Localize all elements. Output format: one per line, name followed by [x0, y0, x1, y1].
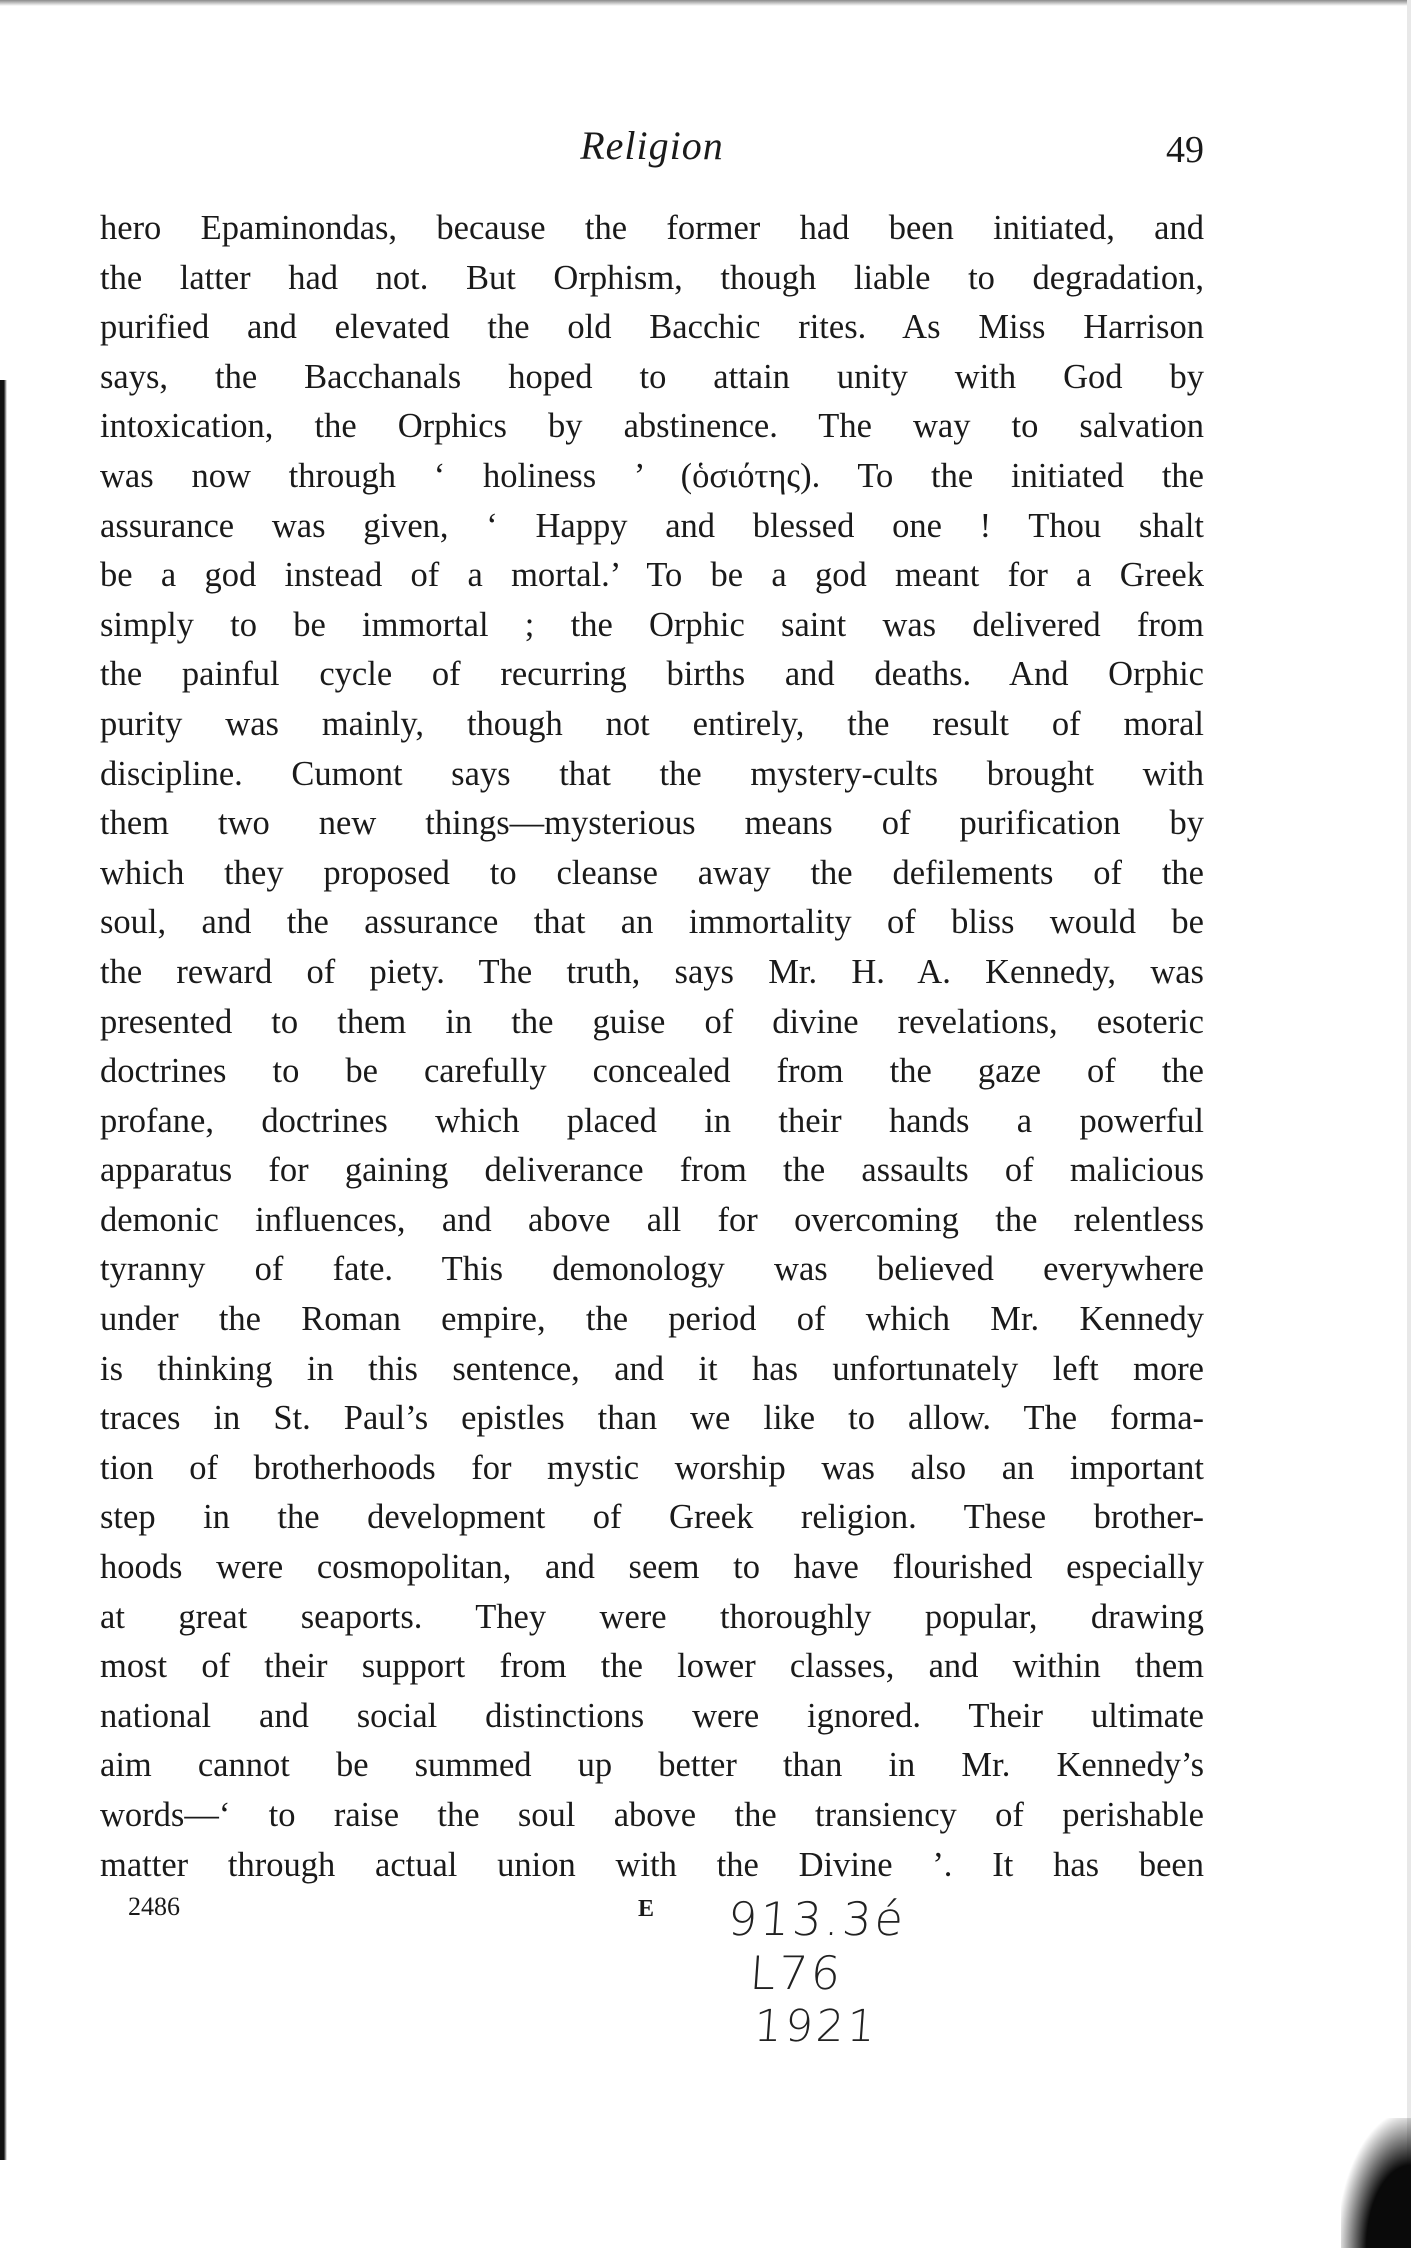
text-line: words—‘ to raise the soul above the transiency of perishable — [100, 1796, 1204, 1834]
text-line: apparatus for gaining deliverance from the assaults of malicious — [100, 1151, 1204, 1190]
text-line: tion of brotherhoods for mystic worship was also an important — [100, 1448, 1204, 1487]
scan-left-edge — [0, 380, 7, 2160]
text-line: discipline. Cumont says that the mystery-cults brought with — [100, 754, 1204, 793]
text-line: demonic influences, and above all for overcoming the relentless — [100, 1200, 1204, 1239]
text-line: the latter had not. But Orphism, though liable to degradation, — [100, 258, 1204, 297]
text-line: presented to them in the guise of divine revelations, esoteric — [100, 1002, 1204, 1041]
text-line: them two new things—mysterious means of purification by — [100, 804, 1204, 843]
scan-right-edge — [1407, 0, 1411, 2248]
page-footer — [100, 1892, 1204, 2112]
text-line: national and social distinctions were ignored. Their ultimate — [100, 1696, 1204, 1735]
call-number-line: L76 — [748, 1946, 846, 2000]
scan-top-edge — [0, 0, 1411, 6]
handwritten-call-number — [728, 1892, 906, 2054]
text-line: purified and elevated the old Bacchic rites. As Miss Harrison — [100, 308, 1204, 347]
call-number-line: 913.3é — [726, 1892, 908, 1946]
scan-corner-shadow — [1341, 2118, 1411, 2248]
text-line: profane, doctrines which placed in their hands a powerful — [100, 1101, 1204, 1140]
text-line: the painful cycle of recurring births and deaths. And Orphic — [100, 655, 1204, 694]
text-line: the reward of piety. The truth, says Mr. H. A. Kennedy, was — [100, 952, 1204, 991]
text-line: which they proposed to cleanse away the defilements of the — [100, 853, 1204, 892]
text-line: assurance was given, ‘ Happy and blessed one ! Thou shalt — [100, 506, 1204, 545]
text-line: purity was mainly, though not entirely, the result of moral — [100, 704, 1204, 743]
text-line: at great seaports. They were thoroughly popular, drawing — [100, 1597, 1204, 1636]
text-line: traces in St. Paul’s epistles than we like to allow. The forma- — [100, 1399, 1204, 1438]
page-number: 49 — [1166, 129, 1204, 171]
text-line: is thinking in this sentence, and it has unfortunately left more — [100, 1349, 1204, 1388]
call-number-line: 1921 — [752, 2001, 880, 2052]
page-header — [100, 122, 1204, 182]
text-line: step in the development of Greek religion. These brother- — [100, 1498, 1204, 1537]
text-line: most of their support from the lower classes, and within them — [100, 1647, 1204, 1686]
text-line: says, the Bacchanals hoped to attain unity with God by — [100, 357, 1204, 396]
text-line: soul, and the assurance that an immortality of bliss would be — [100, 903, 1204, 942]
text-line: intoxication, the Orphics by abstinence. The way to salvation — [100, 407, 1204, 446]
text-line: was now through ‘ holiness ’ (ὁσιότης). To the initiated the — [100, 456, 1204, 495]
text-line: under the Roman empire, the period of which Mr. Kennedy — [100, 1300, 1204, 1339]
signature-mark: 2486 — [128, 1892, 180, 1921]
text-line: doctrines to be carefully concealed from the gaze of the — [100, 1052, 1204, 1091]
running-title: Religion — [580, 123, 724, 168]
text-line: matter through actual union with the Divine ’. It has been — [100, 1845, 1204, 1884]
gathering-mark: E — [638, 1896, 655, 1922]
text-line: hoods were cosmopolitan, and seem to have flourished especially — [100, 1548, 1204, 1587]
text-line: tyranny of fate. This demonology was believed everywhere — [100, 1250, 1204, 1289]
text-line: aim cannot be summed up better than in Mr. Kennedy’s — [100, 1746, 1204, 1785]
body-text — [100, 204, 1204, 1890]
text-line: hero Epaminondas, because the former had been initiated, and — [100, 209, 1204, 247]
text-line: be a god instead of a mortal.’ To be a god meant for a Greek — [100, 556, 1204, 595]
text-line: simply to be immortal ; the Orphic saint was delivered from — [100, 605, 1204, 644]
